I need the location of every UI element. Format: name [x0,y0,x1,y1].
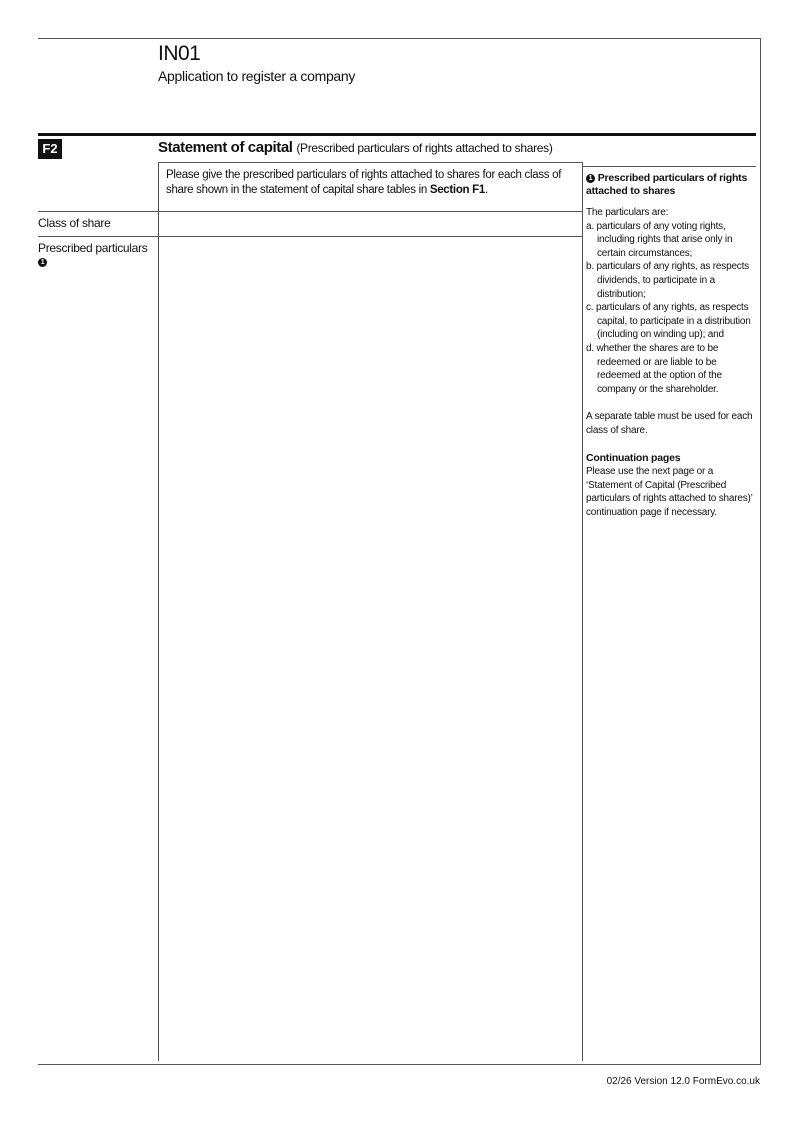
class-of-share-input[interactable] [160,213,580,235]
right-rule [760,38,761,1065]
form-left-rule [158,162,159,1061]
note-title-text: Prescribed particulars of rights attached to shares [586,172,748,197]
intro-section-ref: Section F1 [429,184,485,196]
prescribed-particulars-label [38,241,147,269]
intro-text: Please give the prescribed particulars of rights attached to shares for each class of share shown in the statement of capital share tables in [166,169,562,196]
intro-top-rule [158,162,582,163]
continuation-title: Continuation pages [586,451,681,464]
note-marker-icon: 1 [38,258,47,267]
footer-version: 02/26 Version 12.0 FormEvo.co.uk [606,1076,760,1087]
note-top-rule [582,166,756,167]
class-row-top-rule [38,211,582,212]
section-title [158,139,553,156]
guidance-note [586,172,758,519]
section-badge: F2 [38,139,62,159]
note-number-icon: 1 [586,174,595,183]
note-title [586,172,758,198]
prescribed-particulars-input[interactable] [160,238,580,1058]
note-item-c: c. particulars of any rights, as respects capital, to participate in a distribution (including on winding up); and [586,302,751,341]
note-list [586,220,758,397]
section-subtitle: (Prescribed particulars of rights attached to shares) [296,141,553,155]
continuation-text: Please use the next page or a ‘Statement of Capital (Prescribed particulars of rights attached to shares)’ continuation page if necessary. [586,466,753,518]
note-item-a: a. particulars of any voting rights, including rights that arise only in certain circumstances; [586,220,733,259]
note-intro: The particulars are: [586,207,669,218]
section-thick-rule [38,133,756,136]
prescribed-particulars-label-text: Prescribed particulars [38,241,148,255]
section-instructions [166,168,578,198]
class-of-share-label: Class of share [38,216,111,230]
top-rule [38,38,761,39]
class-row-bottom-rule [38,236,582,237]
note-item-d: d. whether the shares are to be redeemed or are liable to be redeemed at the option of the company or the shareholder. [586,342,722,395]
note-separate-table: A separate table must be used for each class of share. [586,411,753,436]
right-column-continuation [582,1040,583,1061]
form-right-rule [582,162,583,1061]
form-title: Application to register a company [158,68,356,84]
section-title-text: Statement of capital [158,139,293,156]
note-item-b: b. particulars of any rights, as respects dividends, to participate in a distribution; [586,261,749,300]
form-code: IN01 [158,42,201,65]
bottom-rule [38,1064,761,1065]
intro-end: . [485,184,488,196]
